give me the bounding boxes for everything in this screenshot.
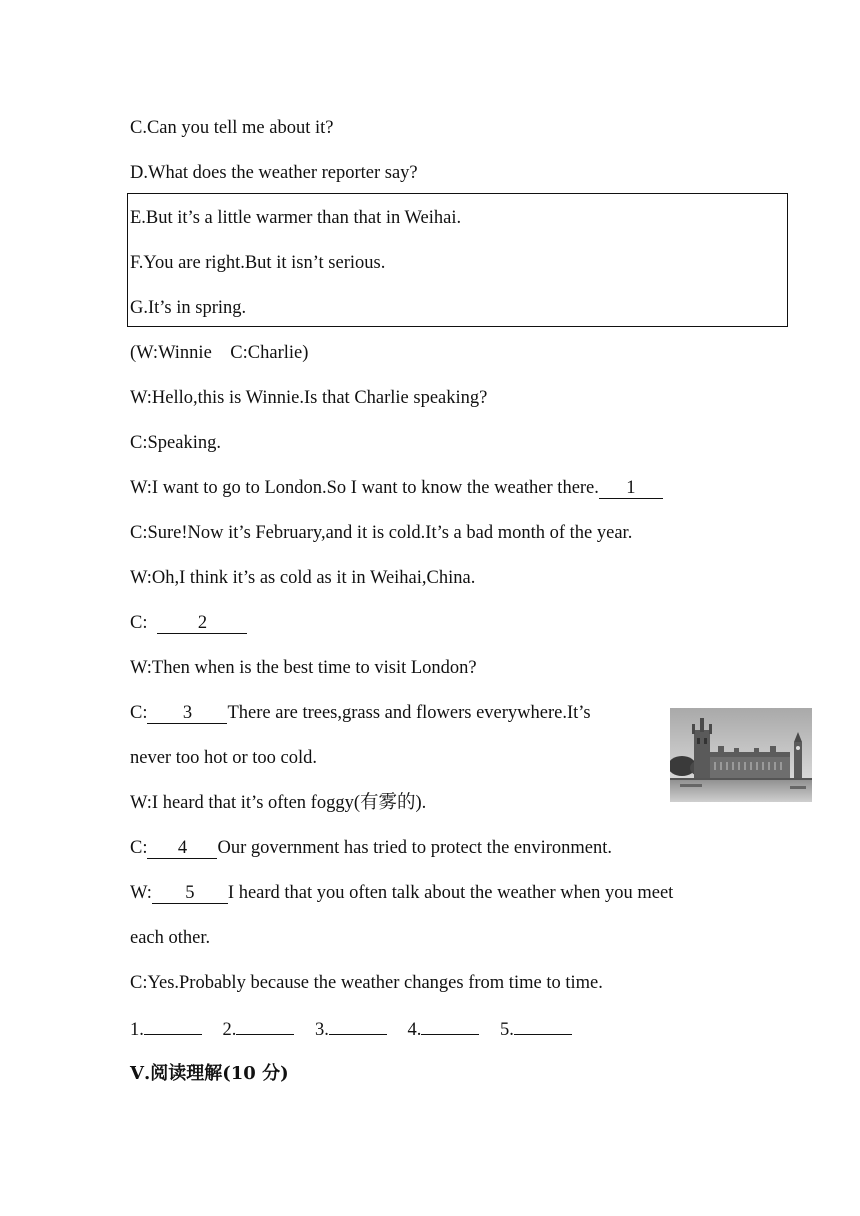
option-f: F.You are right.But it isn’t serious. [130, 253, 386, 273]
speaker-prefix: C: [130, 613, 148, 633]
dialogue-line-13: each other. [130, 928, 211, 948]
dialogue-line-5: W:Oh,I think it’s as cold as it in Weihai,China. [130, 568, 476, 588]
dialogue-line-7: W:Then when is the best time to visit London? [130, 658, 477, 678]
section-heading: Ⅴ.阅读理解(10 分) [130, 1063, 289, 1084]
dialogue-line-3 [130, 476, 663, 500]
answer-label: 1. [130, 1020, 144, 1040]
dialogue-line-8 [130, 701, 591, 725]
answer-line [130, 1016, 588, 1042]
answer-label: 2. [222, 1020, 237, 1040]
option-g: G.It’s in spring. [130, 298, 247, 318]
answer-5 [500, 1016, 572, 1042]
dialogue-line-9: never too hot or too cold. [130, 748, 318, 768]
dialogue-text: W:I want to go to London.So I want to know the weather there. [130, 478, 599, 498]
speaker-prefix: C: [130, 838, 148, 858]
speaker-prefix: C: [130, 703, 148, 723]
dialogue-line-1: W:Hello,this is Winnie.Is that Charlie speaking? [130, 388, 488, 408]
blank-3[interactable]: 3 [147, 703, 227, 724]
answer-1 [130, 1016, 202, 1042]
answer-blank[interactable] [236, 1016, 294, 1035]
dialogue-line-4: C:Sure!Now it’s February,and it is cold.It’s a bad month of the year. [130, 523, 633, 543]
blank-2[interactable]: 2 [157, 613, 247, 634]
dialogue-text: There are trees,grass and flowers everywhere.It’s [227, 703, 591, 723]
answer-label: 5. [500, 1020, 514, 1040]
option-c: C.Can you tell me about it? [130, 118, 334, 138]
answer-label: 3. [315, 1020, 329, 1040]
answer-blank[interactable] [421, 1016, 479, 1035]
answer-blank[interactable] [329, 1016, 387, 1035]
answer-3 [315, 1016, 387, 1042]
answer-2 [223, 1016, 295, 1042]
blank-1[interactable]: 1 [599, 478, 663, 499]
dialogue-line-11 [130, 836, 612, 860]
blank-5[interactable]: 5 [152, 883, 228, 904]
speakers-note: (W:Winnie C:Charlie) [130, 343, 309, 363]
london-photo [670, 708, 812, 802]
dialogue-line-10: W:I heard that it’s often foggy(有雾的). [130, 793, 427, 813]
answer-blank[interactable] [144, 1016, 202, 1035]
answer-label: 4. [407, 1020, 422, 1040]
answer-blank[interactable] [514, 1016, 572, 1035]
blank-4[interactable]: 4 [147, 838, 217, 859]
option-d: D.What does the weather reporter say? [130, 163, 418, 183]
dialogue-text: I heard that you often talk about the weather when you meet [227, 883, 674, 903]
speaker-prefix: W: [130, 883, 152, 903]
dialogue-line-14: C:Yes.Probably because the weather changes from time to time. [130, 973, 603, 993]
dialogue-line-12 [130, 881, 673, 905]
answer-4 [408, 1016, 480, 1042]
dialogue-line-2: C:Speaking. [130, 433, 221, 453]
option-e: E.But it’s a little warmer than that in Weihai. [130, 208, 462, 228]
dialogue-text: Our government has tried to protect the environment. [217, 838, 613, 858]
dialogue-line-6 [130, 611, 247, 635]
